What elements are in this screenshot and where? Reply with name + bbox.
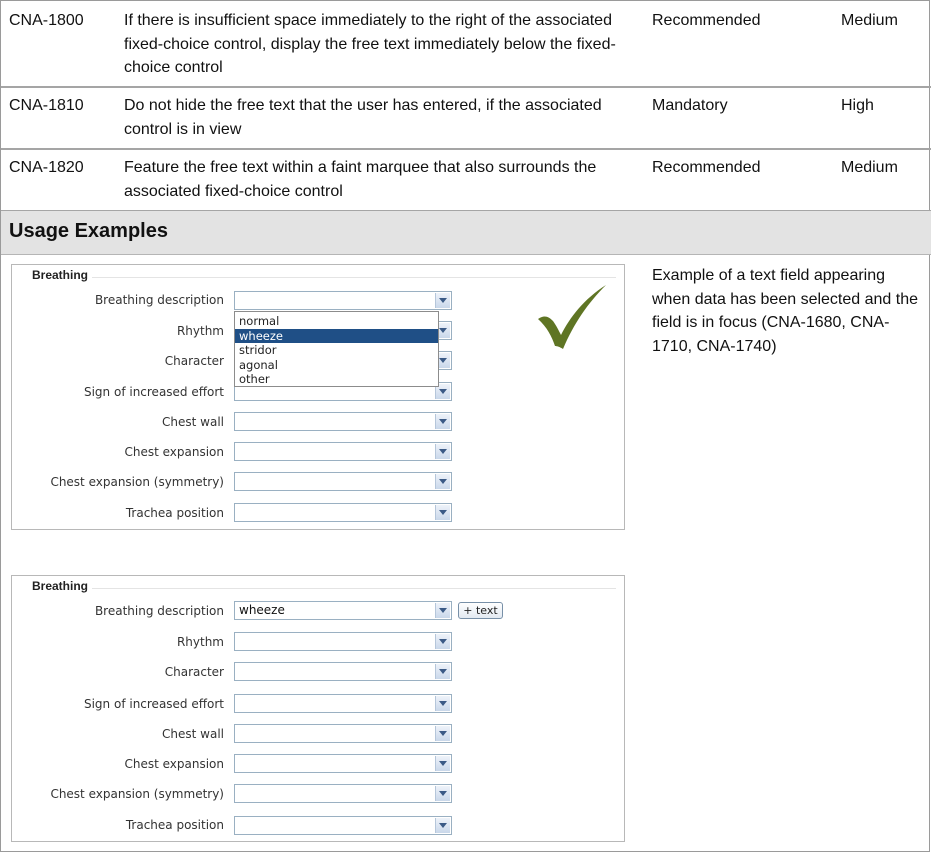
field-label: Chest wall — [162, 727, 224, 741]
chevron-down-icon[interactable] — [435, 634, 450, 649]
field-label: Breathing description — [94, 604, 224, 618]
field-label: Chest expansion (symmetry) — [50, 787, 224, 801]
section-title: Usage Examples — [9, 220, 168, 242]
panel-title: Breathing — [32, 579, 89, 593]
panel-title: Breathing — [32, 268, 89, 282]
breathing-panel-example-1 — [11, 264, 625, 530]
breathing-description-select[interactable]: wheeze — [234, 601, 452, 620]
add-text-button[interactable]: + text — [458, 602, 503, 619]
row-id: CNA-1810 — [9, 97, 84, 114]
dropdown-option[interactable]: other — [239, 372, 270, 386]
row-id: CNA-1800 — [9, 12, 84, 29]
field-label: Breathing description — [94, 293, 224, 307]
checkmark-icon — [536, 283, 608, 351]
chevron-down-icon[interactable] — [435, 664, 450, 679]
chevron-down-icon[interactable] — [435, 696, 450, 711]
chevron-down-icon[interactable] — [435, 474, 450, 489]
field-label: Sign of increased effort — [83, 385, 224, 399]
trachea-position-select[interactable] — [234, 503, 452, 522]
table-row — [1, 150, 931, 212]
row-description: If there is insufficient space immediately to the right of the associated fixed-choice control, display the free text immediately below the fixed-choice control — [124, 12, 616, 76]
field-label: Chest expansion — [124, 757, 224, 771]
row-priority: High — [841, 97, 874, 114]
chevron-down-icon[interactable] — [435, 818, 450, 833]
dropdown-option[interactable]: stridor — [239, 343, 277, 357]
row-priority: Medium — [841, 159, 898, 176]
chevron-down-icon[interactable] — [435, 414, 450, 429]
example-description: Example of a text field appearing when data has been selected and the field is in focus (CNA-1680, CNA-1710, CNA-1740) — [652, 267, 918, 355]
usage-examples-header — [1, 211, 931, 255]
row-type: Mandatory — [652, 97, 728, 114]
dropdown-option-selected[interactable]: wheeze — [235, 329, 438, 343]
breathing-panel-example-2 — [11, 575, 625, 842]
field-label: Chest wall — [162, 415, 224, 429]
chevron-down-icon[interactable] — [435, 603, 450, 618]
row-description: Do not hide the free text that the user has entered, if the associated control is in view — [124, 97, 602, 138]
chest-expansion-select[interactable] — [234, 754, 452, 773]
chest-expansion-select[interactable] — [234, 442, 452, 461]
row-id: CNA-1820 — [9, 159, 84, 176]
dropdown-option[interactable]: normal — [239, 314, 280, 328]
trachea-position-select[interactable] — [234, 816, 452, 835]
row-type: Recommended — [652, 159, 761, 176]
chevron-down-icon[interactable] — [435, 293, 450, 308]
chest-expansion-symmetry-select[interactable] — [234, 784, 452, 803]
table-row — [1, 88, 931, 150]
chevron-down-icon[interactable] — [435, 726, 450, 741]
panel-divider — [92, 588, 616, 589]
field-label: Rhythm — [176, 324, 224, 338]
row-priority: Medium — [841, 12, 898, 29]
field-label: Sign of increased effort — [83, 697, 224, 711]
chest-wall-select[interactable] — [234, 412, 452, 431]
field-label: Trachea position — [125, 818, 224, 832]
breathing-description-select[interactable] — [234, 291, 452, 310]
rhythm-select[interactable] — [234, 632, 452, 651]
chevron-down-icon[interactable] — [435, 444, 450, 459]
chest-expansion-symmetry-select[interactable] — [234, 472, 452, 491]
table-row — [1, 1, 931, 88]
field-label: Chest expansion — [124, 445, 224, 459]
chevron-down-icon[interactable] — [435, 505, 450, 520]
dropdown-option[interactable]: agonal — [239, 358, 278, 372]
field-label: Character — [164, 665, 224, 679]
row-type: Recommended — [652, 12, 761, 29]
chevron-down-icon[interactable] — [435, 786, 450, 801]
character-select[interactable] — [234, 662, 452, 681]
chest-wall-select[interactable] — [234, 724, 452, 743]
dropdown-list — [234, 311, 439, 387]
chevron-down-icon[interactable] — [435, 756, 450, 771]
panel-divider — [92, 277, 616, 278]
field-label: Trachea position — [125, 506, 224, 520]
field-label: Character — [164, 354, 224, 368]
row-description: Feature the free text within a faint marquee that also surrounds the associated fixed-choice control — [124, 159, 597, 200]
sign-of-increased-effort-select[interactable] — [234, 694, 452, 713]
field-label: Rhythm — [176, 635, 224, 649]
field-label: Chest expansion (symmetry) — [50, 475, 224, 489]
